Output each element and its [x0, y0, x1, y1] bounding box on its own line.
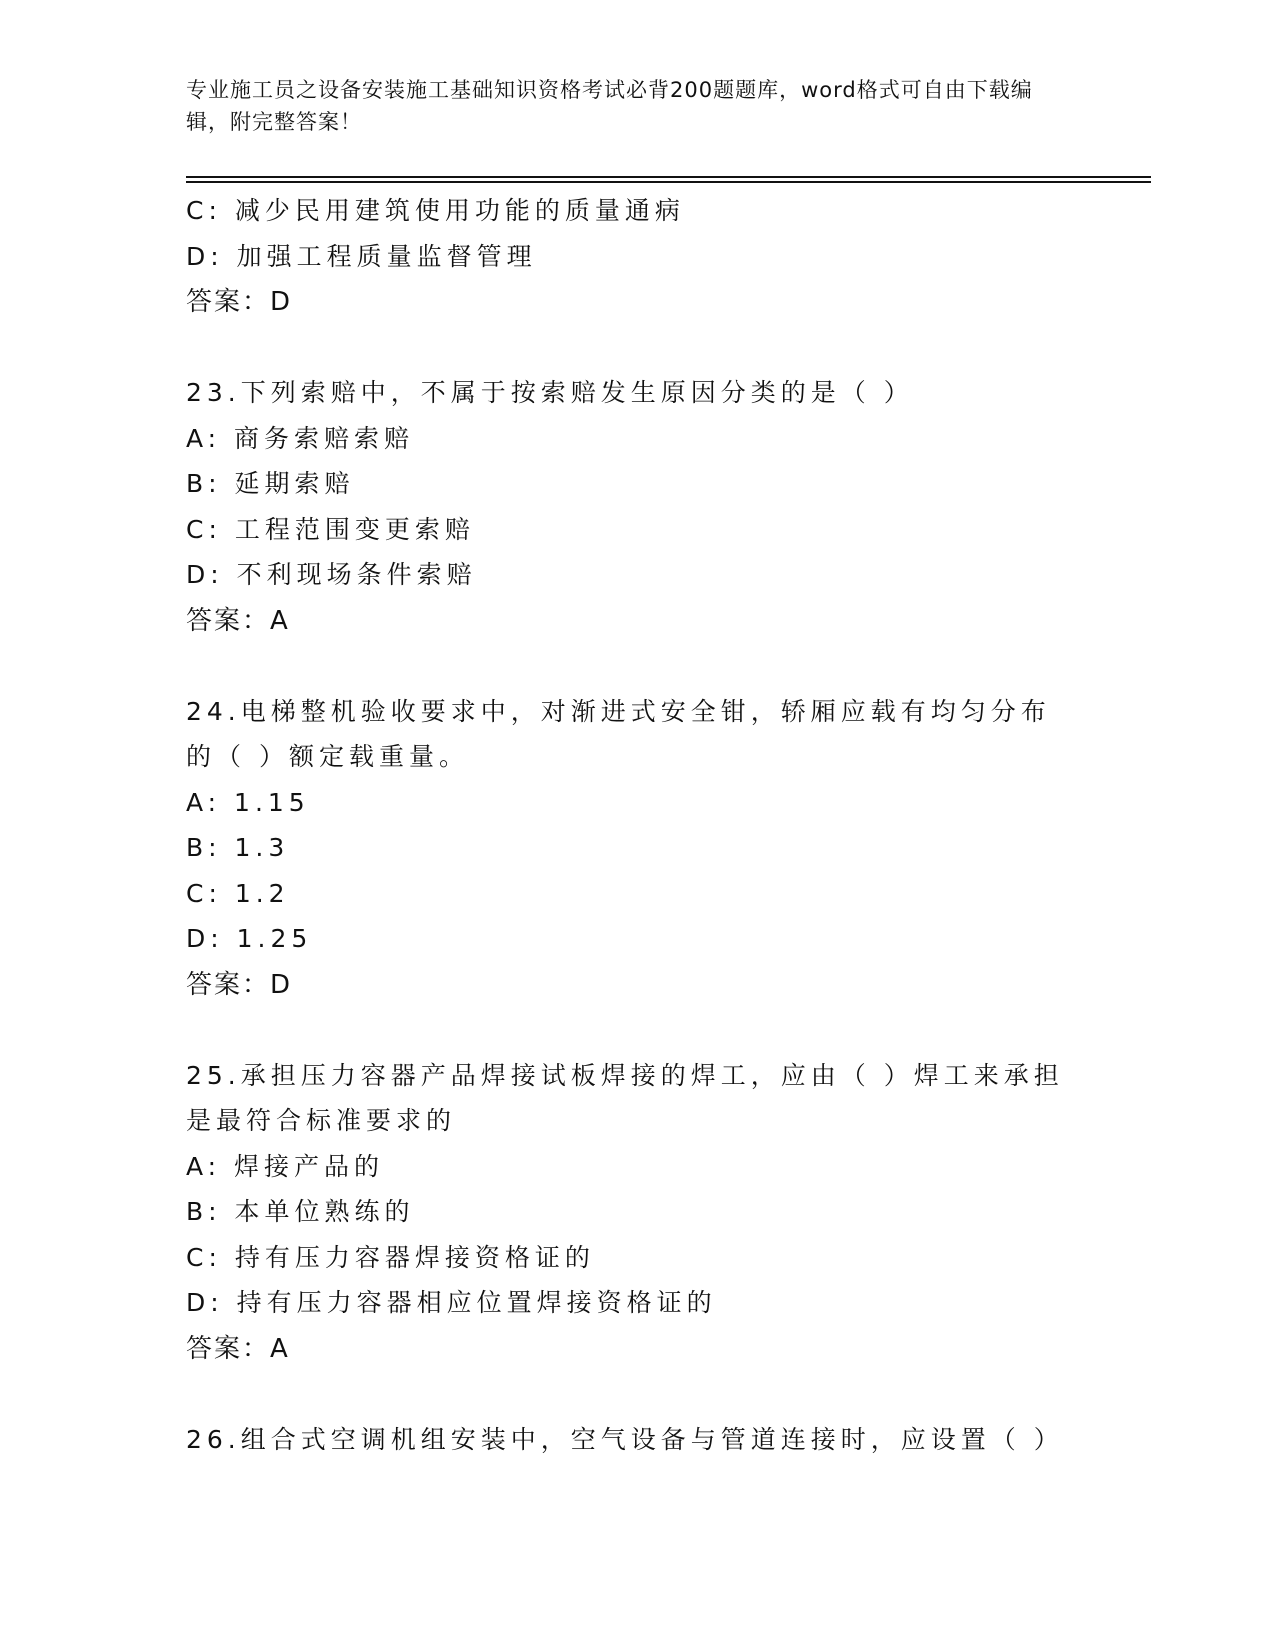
option-b: B: 本单位熟练的 — [186, 1197, 415, 1226]
option-c: C: 持有压力容器焊接资格证的 — [186, 1242, 595, 1272]
question-23 — [186, 370, 1086, 644]
question-25 — [186, 1053, 1086, 1372]
option-c: C: 工程范围变更索赔 — [186, 514, 475, 544]
question-text: 26.组合式空调机组安装中，空气设备与管道连接时，应设置（ ） — [186, 1424, 1064, 1454]
option-c: C: 减少民用建筑使用功能的质量通病 — [186, 196, 685, 225]
answer-line: 答案：D — [186, 287, 293, 317]
option-d: D: 1.25 — [186, 924, 313, 953]
document-header: 专业施工员之设备安装施工基础知识资格考试必背200题题库，word格式可自由下载编辑，附完整答案！ — [186, 78, 1033, 134]
header-divider-top — [186, 176, 1151, 178]
question-26 — [186, 1417, 1086, 1463]
option-b: B: 延期索赔 — [186, 469, 355, 498]
option-c: C: 1.2 — [186, 878, 290, 908]
question-list — [186, 188, 1086, 1462]
option-a: A: 商务索赔索赔 — [186, 423, 415, 453]
question-24 — [186, 689, 1086, 1008]
option-d: D: 不利现场条件索赔 — [186, 560, 477, 589]
option-b: B: 1.3 — [186, 833, 290, 862]
option-a: A: 1.15 — [186, 787, 310, 817]
question-22-tail — [186, 188, 1086, 325]
header-divider-bottom — [186, 181, 1151, 183]
option-d: D: 加强工程质量监督管理 — [186, 241, 537, 271]
answer-line: 答案：D — [186, 969, 293, 1000]
answer-line: 答案：A — [186, 1333, 290, 1364]
option-d: D: 持有压力容器相应位置焊接资格证的 — [186, 1288, 717, 1317]
question-text: 25.承担压力容器产品焊接试板焊接的焊工，应由（ ）焊工来承担是最符合标准要求的 — [186, 1060, 1064, 1135]
question-text: 24.电梯整机验收要求中，对渐进式安全钳，轿厢应载有均匀分布的（ ）额定载重量。 — [186, 696, 1051, 771]
question-text: 23.下列索赔中，不属于按索赔发生原因分类的是（ ） — [186, 378, 914, 407]
option-a: A: 焊接产品的 — [186, 1151, 385, 1181]
answer-line: 答案：A — [186, 605, 290, 636]
